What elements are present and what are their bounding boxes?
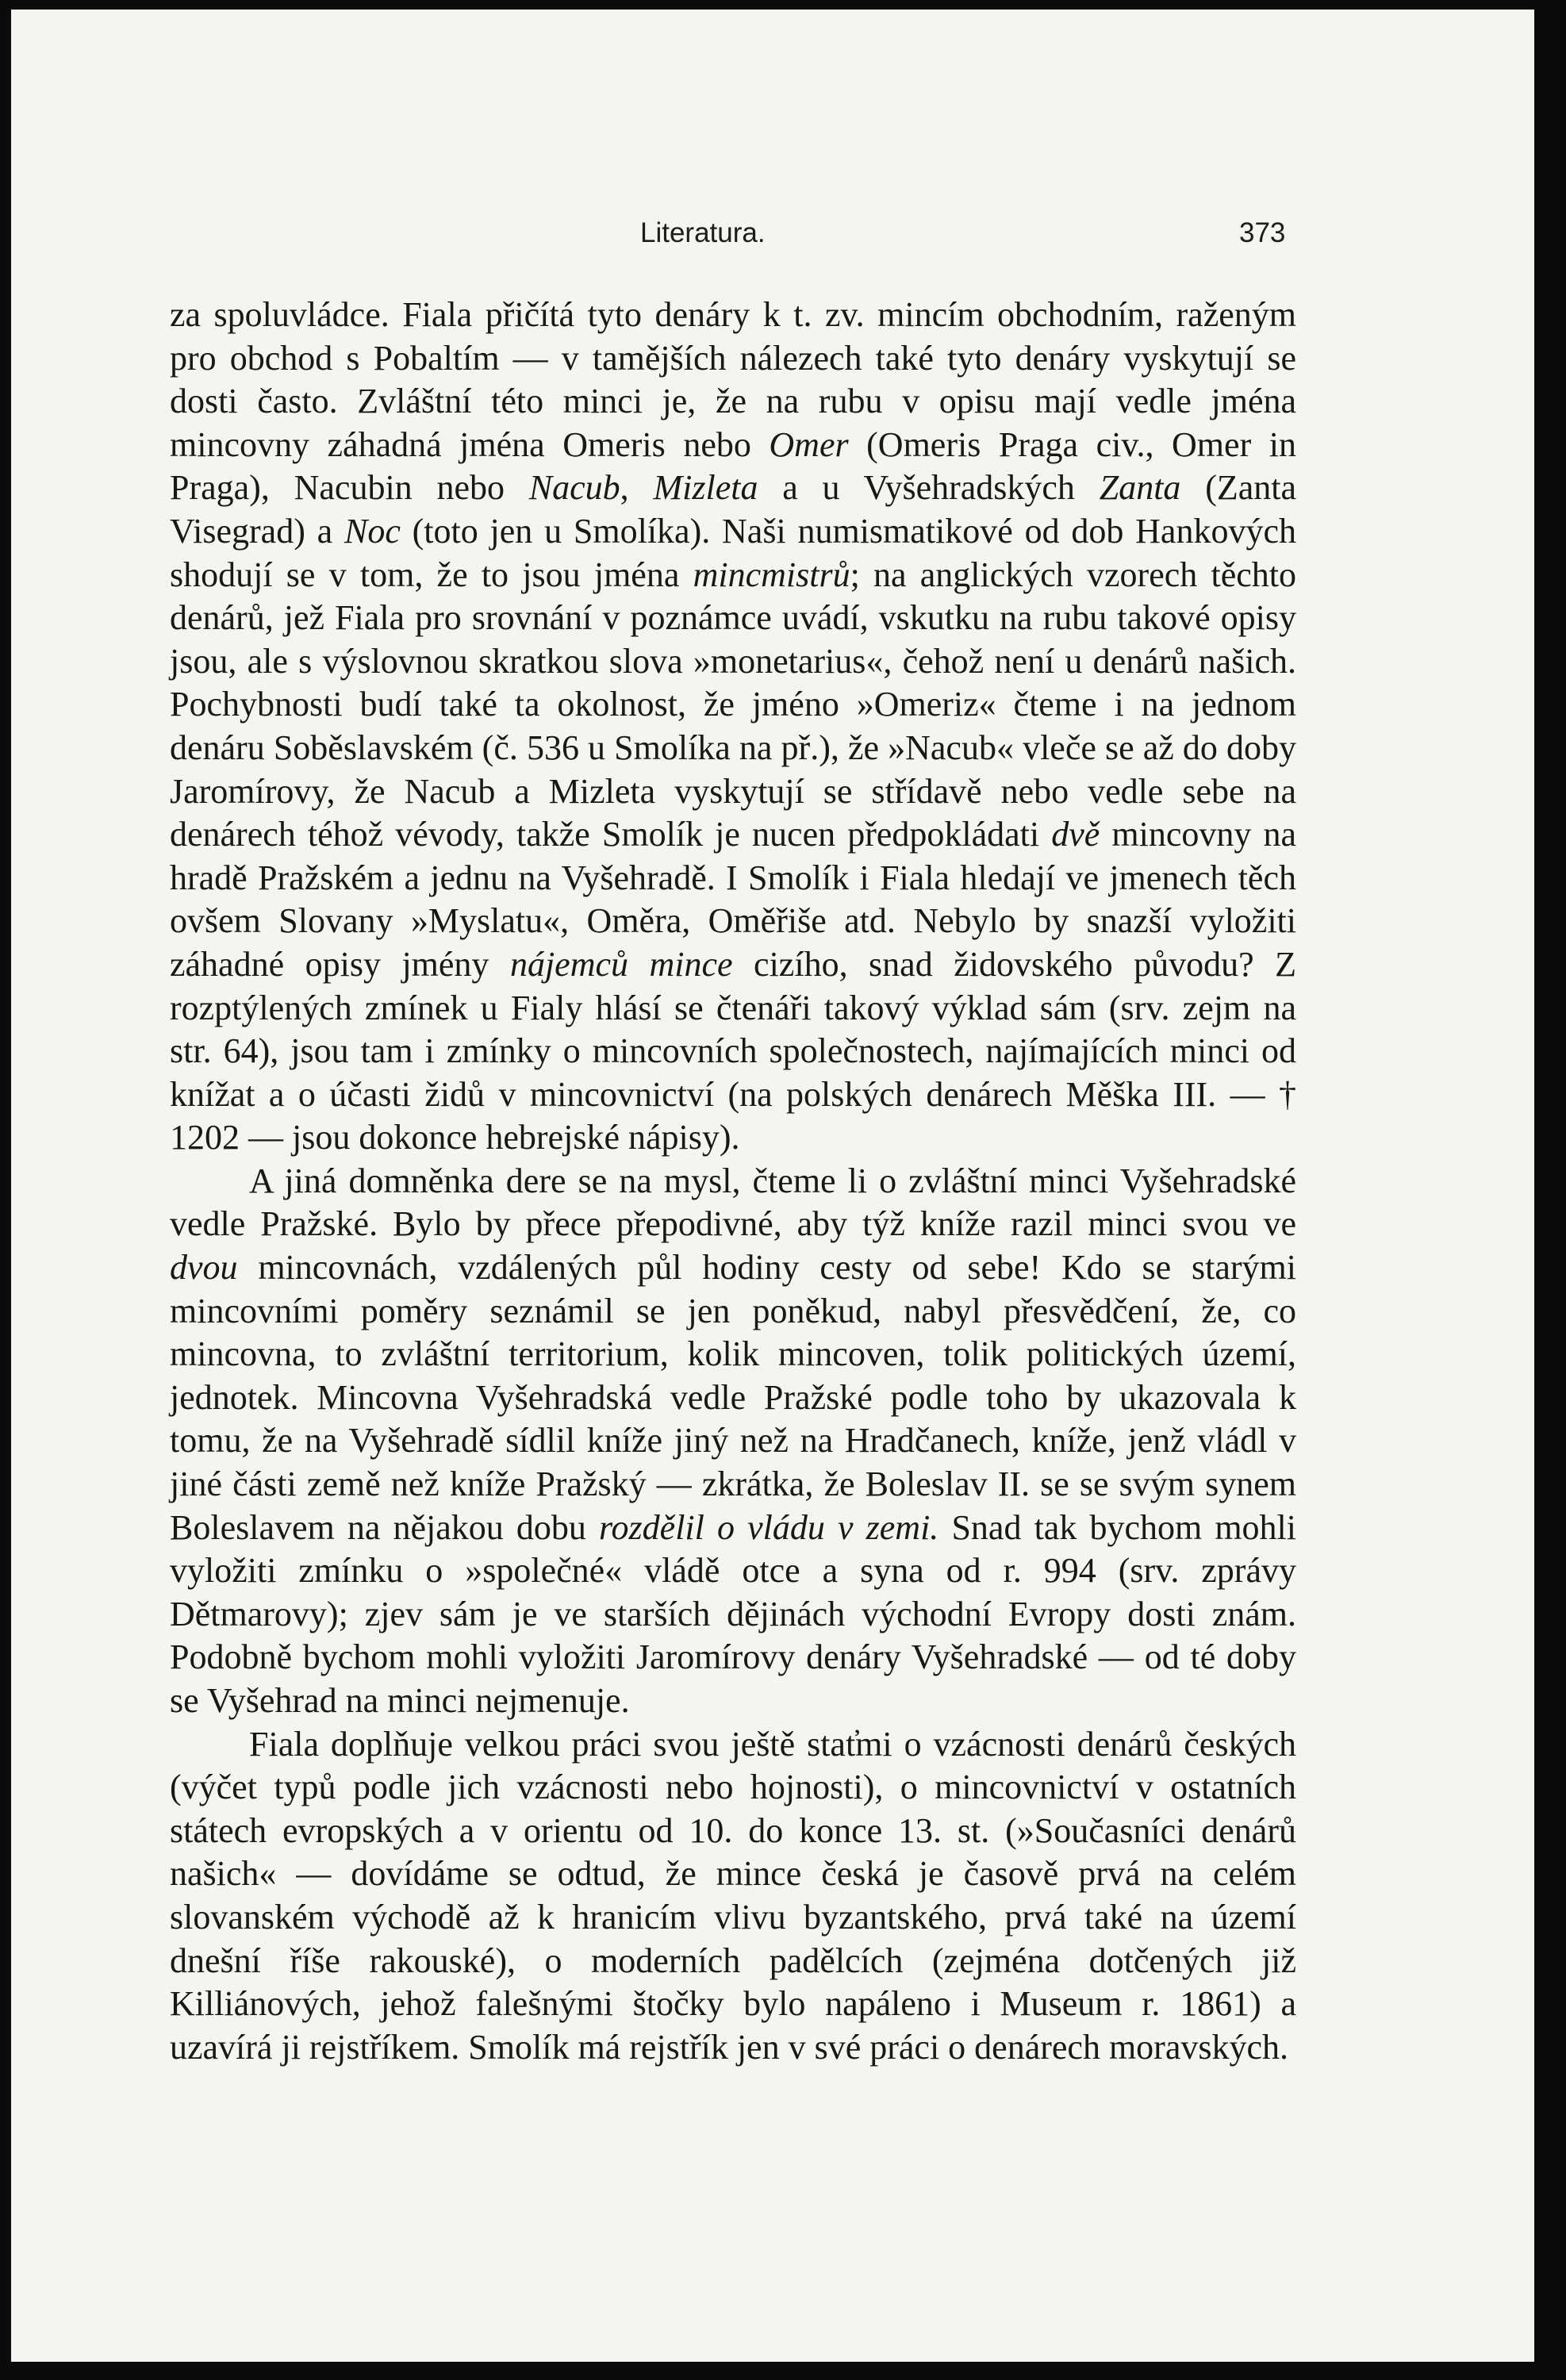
page-number: 373	[1239, 217, 1286, 248]
body-text	[170, 294, 1296, 2069]
page-header	[11, 217, 1534, 265]
book-page	[11, 10, 1534, 2362]
paragraph-2: A jiná domněnka dere se na mysl, čteme li o zvláštní minci Vyšehradské vedle Pražské. Bylo by přece přepodivné, aby týž kníže razil minci svou ve dvou mincovnách, vzdálených půl hodiny cesty od sebe! Kdo se starými mincovními poměry seznámil se jen poněkud, nabyl přesvědčení, že, co mincovna, to zvláštní territorium, kolik mincoven, tolik politických území, jednotek. Mincovna Vyšehradská vedle Pražské podle toho by ukazovala k tomu, že na Vyšehradě sídlil kníže jiný než na Hradčanech, kníže, jenž vládl v jiné části země než kníže Pražský — zkrátka, že Boleslav II. se se svým synem Boleslavem na nějakou dobu rozdělil o vládu v zemi. Snad tak bychom mohli vyložiti zmínku o »společné« vládě otce a syna od r. 994 (srv. zprávy Dětmarovy); zjev sám je ve starších dějinách východní Evropy dosti znám. Podobně bychom mohli vyložiti Jaromírovy denáry Vyšehradské — od té doby se Vyšehrad na minci nejmenuje.	[170, 1161, 1296, 1720]
paragraph-1: za spoluvládce. Fiala přičítá tyto denáry k t. zv. mincím obchodním, raženým pro obchod s Pobaltím — v tamějších nálezech také tyto denáry vyskytují se dosti často. Zvláštní této minci je, že na rubu v opisu mají vedle jména mincovny záhadná jména Omeris nebo Omer (Omeris Praga civ., Omer in Praga), Nacubin nebo Nacub, Mizleta a u Vyšehradských Zanta (Zanta Visegrad) a Noc (toto jen u Smolíka). Naši numismatikové od dob Hankových shodují se v tom, že to jsou jména mincmistrů; na anglických vzorech těchto denárů, jež Fiala pro srovnání v poznámce uvádí, vskutku na rubu takové opisy jsou, ale s výslovnou skratkou slova »monetarius«, čehož není u denárů našich. Pochybnosti budí také ta okolnost, že jméno »Omeriz« čteme i na jednom denáru Soběslavském (č. 536 u Smolíka na př.), že »Nacub« vleče se až do doby Jaromírovy, že Nacub a Mizleta vyskytují se střídavě nebo vedle sebe na denárech téhož vévody, takže Smolík je nucen předpokládati dvě mincovny na hradě Pražském a jednu na Vyšehradě. I Smolík i Fiala hledají ve jmenech těch ovšem Slovany »Myslatu«, Oměra, Oměřiše atd. Nebylo by snazší vyložiti záhadné opisy jmény nájemců mince cizího, snad židovského původu? Z rozptýlených zmínek u Fialy hlásí se čtenáři takový výklad sám (srv. zejm na str. 64), jsou tam i zmínky o mincovních společnostech, najímajících minci od knížat a o účasti židů v mincovnictví (na polských denárech Měška III. — † 1202 — jsou dokonce hebrejské nápisy).	[170, 295, 1297, 1157]
paragraph-3: Fiala doplňuje velkou práci svou ještě stat̕mi o vzácnosti denárů českých (výčet typů podle jich vzácnosti nebo hojnosti), o mincovnictví v ostatních státech evropských a v orientu od 10. do konce 13. st. (»Současníci denárů našich« — dovídáme se odtud, že mince česká je časově prvá na celém slovanském východě až k hranicím vlivu byzantského, prvá také na území dnešní říše rakouské), o moderních padělcích (zejména dotčených již Killiánových, jehož falešnými štočky bylo napáleno i Museum r. 1861) a uzavírá ji rejstříkem. Smolík má rejstřík jen v své práci o denárech moravských.	[170, 1724, 1296, 2067]
running-title: Literatura.	[640, 217, 766, 248]
